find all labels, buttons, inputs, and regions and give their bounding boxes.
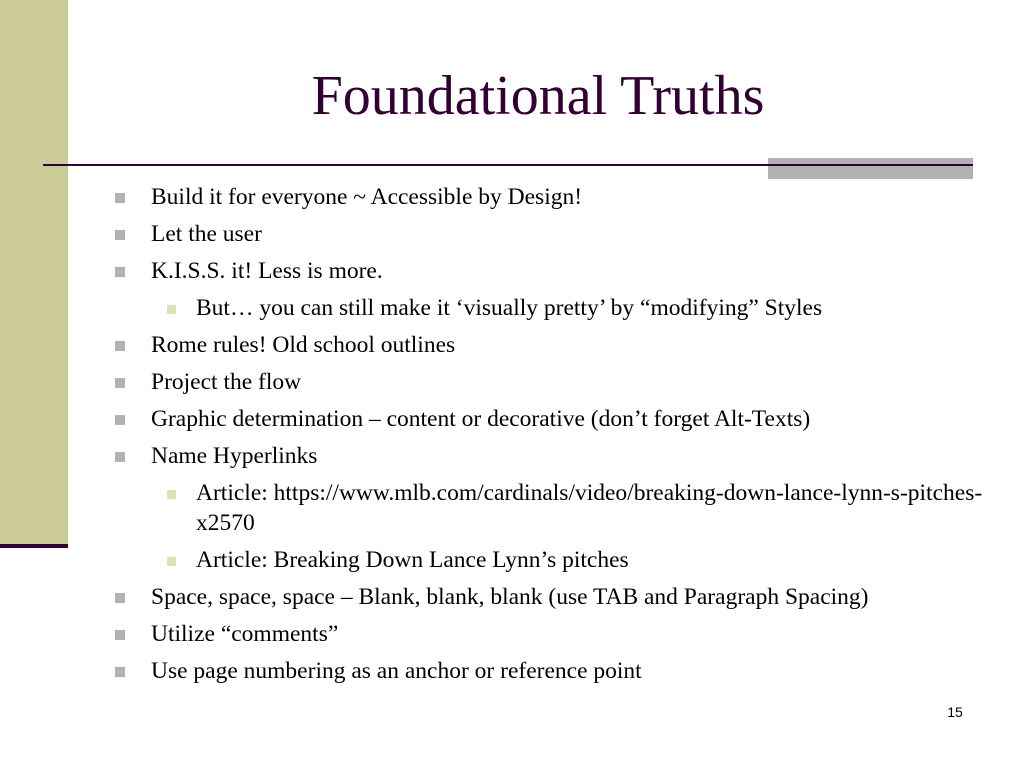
bullet-item [112, 582, 1012, 612]
bullet-text: Project the flow [151, 369, 302, 395]
square-sub-bullet-icon [167, 305, 176, 314]
bullet-text: Rome rules! Old school outlines [151, 332, 456, 358]
page-number: 15 [947, 704, 963, 720]
bullet-item [112, 656, 1012, 686]
bullet-item [112, 330, 1012, 360]
square-bullet-icon [115, 193, 125, 203]
square-bullet-icon [115, 667, 125, 677]
sub-bullet-text: But… you can still make it ‘visually pretty’ by “modifying” Styles [196, 295, 823, 321]
square-bullet-icon [115, 230, 125, 240]
bullet-item [112, 441, 1012, 471]
square-bullet-icon [115, 593, 125, 603]
bullet-text: Utilize “comments” [151, 621, 339, 647]
title-accent-block [768, 158, 973, 179]
sub-bullet-item [157, 293, 1012, 323]
bullet-item [112, 367, 1012, 397]
bullet-text: Let the user [151, 221, 262, 247]
square-bullet-icon [115, 452, 125, 462]
bullet-text: Space, space, space – Blank, blank, blank (use TAB and Paragraph Spacing) [151, 584, 869, 610]
sub-bullet-item [157, 478, 1012, 538]
slide-title: Foundational Truths [311, 65, 765, 127]
sub-bullet-text: Article: Breaking Down Lance Lynn’s pitches [196, 547, 629, 573]
bullet-item [112, 256, 1012, 286]
bullet-text: Name Hyperlinks [151, 443, 318, 469]
square-bullet-icon [115, 415, 125, 425]
square-sub-bullet-icon [167, 557, 176, 566]
left-accent-bar [0, 0, 68, 545]
square-bullet-icon [115, 630, 125, 640]
bullet-text: K.I.S.S. it! Less is more. [151, 258, 383, 284]
bullet-item [112, 404, 1012, 434]
sub-bullet-text: Article: https://www.mlb.com/cardinals/video/breaking-down-lance-lynn-s-pitches-x2570 [196, 480, 983, 536]
bullet-item [112, 219, 1012, 249]
bullet-text: Build it for everyone ~ Accessible by Design! [151, 184, 583, 210]
square-bullet-icon [115, 378, 125, 388]
square-bullet-icon [115, 341, 125, 351]
left-accent-bar-rule [0, 544, 68, 548]
bullet-item [112, 182, 1012, 212]
square-bullet-icon [115, 267, 125, 277]
bullet-text: Use page numbering as an anchor or reference point [151, 658, 642, 684]
square-sub-bullet-icon [167, 490, 176, 499]
bullet-item [112, 619, 1012, 649]
bullet-list [112, 182, 1012, 693]
bullet-text: Graphic determination – content or decorative (don’t forget Alt-Texts) [151, 406, 811, 432]
sub-bullet-item [157, 545, 1012, 575]
